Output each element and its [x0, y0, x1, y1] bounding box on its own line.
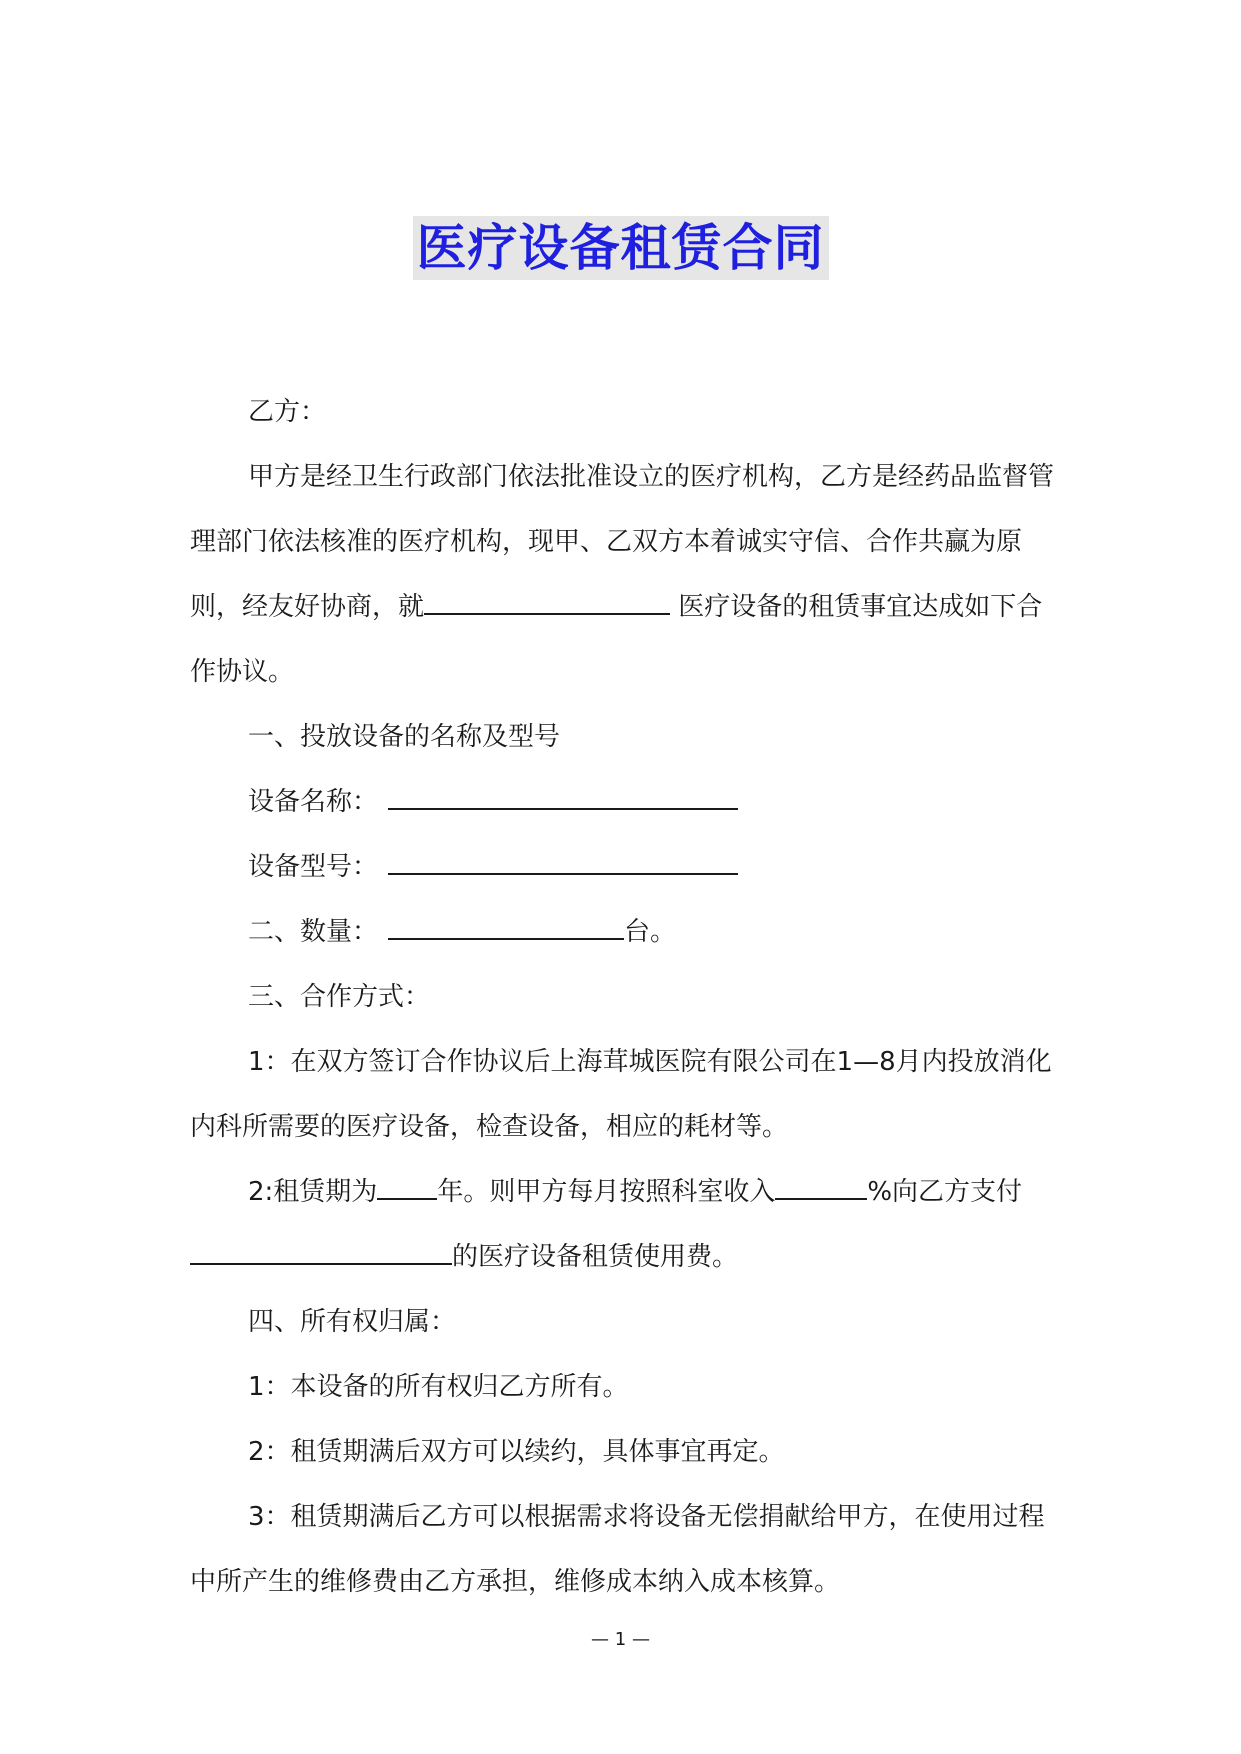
document-body — [190, 380, 1060, 1615]
paragraph-quantity — [190, 900, 1060, 965]
device-model-blank — [388, 847, 738, 875]
intro-text: 甲方是经卫生行政部门依法批准设立的医疗机构，乙方是经药品监督管理部门依法核准的医疗机构，现甲、乙双方本着诚实守信、合作共赢为原则，经友好协商，就 — [190, 462, 1055, 622]
quantity-label: 二、数量： — [248, 917, 379, 947]
device-name-blank — [388, 782, 738, 810]
device-model-label: 设备型号： — [248, 852, 379, 882]
title-wrapper — [0, 216, 1241, 280]
device-blank — [424, 587, 670, 615]
document-title: 医疗设备租赁合同 — [413, 216, 829, 280]
percentage-blank — [775, 1172, 867, 1200]
section-heading-4 — [190, 1290, 1060, 1355]
income-label: 年。则甲方每月按照科室收入 — [437, 1177, 776, 1207]
lease-term-label: 2:租赁期为 — [248, 1177, 378, 1207]
paragraph-cooperation-1 — [190, 1030, 1060, 1160]
ownership-1-text: 1：本设备的所有权归乙方所有。 — [248, 1372, 629, 1402]
section-heading-3 — [190, 965, 1060, 1030]
paragraph-ownership-1 — [190, 1355, 1060, 1420]
section-3-title: 三、合作方式： — [248, 982, 431, 1012]
page-number: — 1 — — [591, 1629, 650, 1650]
paragraph-ownership-2 — [190, 1420, 1060, 1485]
payment-label: %向乙方支付 — [867, 1177, 1023, 1207]
quantity-unit: 台。 — [624, 917, 677, 947]
party-b-label: 乙方： — [248, 397, 327, 427]
paragraph-intro — [190, 445, 1060, 705]
intro-text-end: 医疗设备的租赁事宜达成如下合作协议。 — [190, 592, 1043, 687]
paragraph-device-model — [190, 835, 1060, 900]
device-name-label: 设备名称： — [248, 787, 379, 817]
paragraph-cooperation-2 — [190, 1160, 1060, 1290]
section-1-title: 一、投放设备的名称及型号 — [248, 722, 561, 752]
paragraph-party-b — [190, 380, 1060, 445]
cooperation-1-text: 1：在双方签订合作协议后上海茸城医院有限公司在1—8月内投放消化内科所需要的医疗设备，检查设备，相应的耗材等。 — [190, 1047, 1052, 1142]
page-footer — [0, 1628, 1241, 1652]
ownership-3-text: 3：租赁期满后乙方可以根据需求将设备无偿捐献给甲方，在使用过程中所产生的维修费由乙方承担，维修成本纳入成本核算。 — [190, 1502, 1045, 1597]
section-heading-1 — [190, 705, 1060, 770]
section-4-title: 四、所有权归属： — [248, 1307, 457, 1337]
ownership-2-text: 2：租赁期满后双方可以续约，具体事宜再定。 — [248, 1437, 785, 1467]
paragraph-ownership-3 — [190, 1485, 1060, 1615]
quantity-blank — [388, 912, 624, 940]
payment-blank — [190, 1237, 452, 1265]
paragraph-device-name — [190, 770, 1060, 835]
lease-term-blank — [377, 1172, 437, 1200]
rental-fee-text: 的医疗设备租赁使用费。 — [452, 1242, 739, 1272]
